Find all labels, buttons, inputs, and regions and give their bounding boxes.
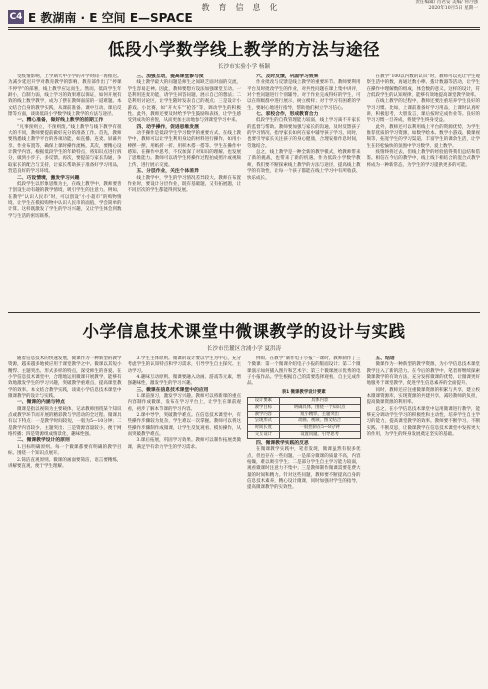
subheading: 二、巧设情境，激发学习兴趣: [17, 175, 80, 181]
article-1: [8, 36, 480, 310]
article-2-col-1: [8, 356, 122, 686]
table-cell: 设置问题，引导思考: [279, 432, 360, 439]
paragraph: 线上教学最大的问题是师生之间缺乏面对面的交流，学生容易走神。因此，教师要想方设法加强课堂互动。一是利用连麦功能，请学生回答问题，展示自己的想法；二是利用讨论区，让学生随时发表自己的观点；三是设计小游戏、小比赛，如“开火车”“抢答”等，调动学生的积极性。此外，教师还要及时给予学生鼓励和表扬，让学生感受到成功的喜悦，从而更加主动地参与到课堂学习中来。: [127, 80, 241, 124]
subheading: 一、精心准备，做好线上教学的前期工作: [17, 118, 104, 124]
article-2-headline: 小学信息技术课堂中微课教学的设计与实践: [82, 322, 406, 341]
paragraph: 例如，在教学“制作电子小报”一课时，教师制作了三个微课：第一个微课介绍电子小报的版面设计；第二个微课演示如何插入图片和艺术字；第三个微课展示优秀的电子小报作品。学生根据自己的需要选择观看，自主完成作品。: [247, 356, 361, 387]
date-line: 2020年10月5日 星期一: [428, 6, 478, 11]
subheading: 二、微课教学设计的原则: [17, 438, 70, 444]
article-1-col-4: [367, 74, 481, 310]
table-cell: 一般控制在5—8分钟: [279, 425, 360, 432]
paragraph: 4.趣味互动原则。微课要融入动画、游戏等元素，增强趣味性，激发学生的学习兴趣。: [127, 375, 241, 387]
article-2: [8, 318, 480, 684]
subheading: 三、微课在信息技术课堂中的应用: [136, 387, 209, 393]
table-cell: 呈现形式: [248, 418, 280, 425]
article-2-columns: [8, 356, 480, 686]
article-2-byline: 长沙市岳麓区含浦小学 夏洪涛: [206, 346, 282, 352]
paragraph: 微课是指以视频为主要载体，记录教师围绕某个知识点或教学环节而开展的精彩教与学活动的全过程。微课具有以下特点：一是教学时间较短，一般为5—10分钟；二是教学内容较少，主题突出；三是资源容量较小，便于网络传播；四是资源组成情景化，趣味性强。: [8, 406, 122, 438]
article-1-byline: 长沙市实验小学 杨颖: [217, 64, 271, 70]
paragraph: 1.目标明确原则。每一个微课都要有明确的教学目标，围绕一个知识点展开。: [8, 444, 122, 457]
paragraph: 3.学生主体原则。微课的设计要以学生为中心，充分考虑学生的认知特点和学习需求，引导学生自主探究、主动学习。: [127, 356, 241, 374]
table-cell: 教学目标: [248, 404, 280, 411]
table-cell: 交互设计: [248, 432, 280, 439]
page-code: C4: [9, 12, 23, 22]
table-cell: 短小精悍，主题突出: [279, 411, 360, 418]
paragraph: 动手操作是低段学生学习数学的重要方式。在线上教学中，教师可以让学生利用身边的材料进行操作，如用小棒摆一摆、用纸折一折、用积木搭一搭等。学生在操作中感知、在操作中思考，不仅加深了对知识的理解，也发展了思维能力。教师可以请学生将操作过程拍成照片或视频上传，进行展示交流。: [127, 131, 241, 168]
subheading: 六、及时反馈，巩固学习效果: [256, 74, 319, 79]
paragraph: 总之，在小学信息技术课堂中运用微课进行教学，能够充分调动学生学习的积极性和主动性，培养学生自主学习的能力，提高课堂教学的效率。教师要不断学习、不断实践、不断反思，让微课教学在信息技术课堂中发挥更大的作用，为学生的终身发展奠定坚实的基础。: [366, 406, 480, 438]
paragraph: “凡事预则立，不预则废。”线上教学与线下教学有很大的不同，教师要提前做好充分的准备工作。首先，教师要熟悉线上教学平台的各项功能，如直播、连麦、屏幕共享、作业布置等，确保上课时操作流畅。其次，要精心设计教学内容，根据低段学生的年龄特点，将知识点进行拆分，做到小步子、多反馈。再次，要提前与家长沟通，争取家长的配合与支持，让家长帮助孩子准备好学习用品，营造良好的学习环境。: [8, 124, 122, 175]
article-2-col-4: [367, 356, 481, 686]
masthead-editor-info: [415, 0, 478, 12]
table-row: [248, 411, 361, 418]
paragraph: 在微课教学实践中，笔者发现，微课虽然有很多优点，但也存在一些问题。一是部分微课的质量不高，内容枯燥，难以吸引学生；二是部分学生自主学习能力较弱，观看微课时注意力不集中；三是教师制作微课需要花费大量的时间和精力。针对这些问题，教师要不断提高自身的信息技术素养，精心设计微课，同时加强对学生的指导，提高微课教学的实效性。: [247, 447, 361, 491]
article-1-col-2: [128, 74, 242, 310]
table-cell: 教学内容: [248, 411, 280, 418]
table-cell: 动画、视频、图文结合: [279, 418, 360, 425]
article-2-col-2: [128, 356, 242, 686]
article-1-col-3: [247, 74, 361, 310]
article-1-headline: 低段小学数学线上教学的方法与途径: [108, 40, 380, 59]
subheading: 五、结语: [375, 356, 395, 361]
paragraph: 低段学生以形象思维为主，在线上教学中，教师要善于创设生动有趣的教学情境，吸引学生的注意力。例如，在教学“认识人民币”时，可以创设“小小超市”的购物情境，让学生在模拟购物中认识人民币的面值，学会简单的计算。这样既激发了学生的学习兴趣，又让学生体会到数学与生活的密切联系。: [8, 181, 122, 219]
paragraph: 同时，教师还应注重微课资源的积累与共享，建立校本微课资源库，实现资源的共建共享，减轻教师的负担，提高微课资源的利用率。: [366, 387, 480, 406]
paragraph: 总之，线上教学是一种全新的教学模式，给教师带来了新的挑战，也带来了新的机遇。作为低段小学数学教师，我们要不断探索线上教学的方法与途径，提高线上教学的有效性，让每一个孩子都能在线上学习中有所收获、快乐成长。: [247, 150, 361, 181]
subheading: 四、微课教学实践的反思: [256, 440, 309, 446]
paragraph: 随着信息技术的快速发展，微课作为一种新型的教学资源，越来越多地被应用于课堂教学之中。微课以其短小精悍、主题突出、形式多样的特点，深受师生的喜爱。在小学信息技术课堂中，合理地运用微课开展教学，能够有效地激发学生的学习兴趣，突破教学重难点，提高课堂教学的效率。本文结合教学实践，谈谈小学信息技术课堂中微课教学的设计与实践。: [8, 356, 122, 400]
paragraph: 线上教学中，学生的学习情况差异较大。教师在布置作业时，要设计分层作业，既有基础题，又有拓展题，让不同层次的学生都能得到发展。: [127, 175, 241, 194]
design-elements-table: [247, 397, 361, 439]
table-header-cell: 设计要素: [248, 398, 280, 405]
table-header-row: [248, 398, 361, 405]
paragraph: 此外，教师还可以利用线上平台的资源优势，为学生推荐优质的学习资源，如数学绘本、数学小游戏、微课视频等，拓宽学生的学习渠道，丰富学生的课余生活，让学生在轻松愉快的氛围中学习数学、爱上数学。: [366, 124, 480, 149]
table-row: [248, 432, 361, 439]
paragraph: 作业批改与反馈是线上教学的重要环节。教师要利用平台及时批改学生的作业，对共性问题在课上集中讲评，对个性问题进行个别辅导。对于作业完成得好的学生，可以在班级群中进行展示，树立榜样；对于学习有困难的学生，要耐心地进行指导，帮助他们树立学习信心。: [247, 80, 361, 111]
paragraph: 在教学“100以内数的认识”时，教师可以先让学生观察生活中的数，再通过数小棒、拨计数器等活动，让学生在操作中理解数的组成，体会数的意义。这样的设计，符合低段学生的认知规律，能够有效地提高课堂教学效率。: [366, 74, 480, 99]
table-caption: 表1 微课教学设计要素: [281, 389, 326, 395]
paragraph: 2.简洁直观原则。微课的画面要简洁，语言要精练，讲解要直观，便于学生理解。: [8, 457, 122, 469]
subheading: 一、微课的内涵与特点: [17, 400, 65, 406]
subheading: 三、加强互动，提高课堂参与度: [136, 74, 204, 79]
paragraph: 疫情终将过去，但线上教学的经验值得我们总结和借鉴。相信在今后的教学中，线上线下相结合的混合式教学将成为一种新常态，为学生的学习提供更多的可能。: [366, 150, 480, 168]
section-title: E 教湖南 · E 空间 E—SPACE: [28, 11, 193, 25]
subheading: 四、动手操作，促进思维发展: [136, 124, 199, 130]
table-row: [248, 418, 361, 425]
masthead-band: 教育信息化: [201, 3, 287, 12]
table-row: [248, 425, 361, 432]
masthead-rule: [8, 27, 480, 28]
masthead: [0, 0, 488, 32]
subheading: 七、家校合作，形成教育合力: [256, 112, 319, 118]
table-cell: 时间长度: [248, 425, 280, 432]
paragraph: 微课作为一种新型的教学资源，为小学信息技术课堂教学注入了新的活力。在今后的教学中，笔者将继续探索微课教学的有效方法，充分发挥微课的优势，让微课更好地服务于课堂教学，促进学生信息素养的全面提升。: [366, 362, 480, 387]
paragraph: 受疫情影响，上学期大中小学的开学时间一再推迟。为减少延迟开学对教育教学的影响，教育部作出了“停课不停学”的部署，线上教学应运而生。然而，低段学生年龄小，自制力弱，线上学习的效果难以保证，如何开展有效的线上数学教学，成为了摆在教师面前的一道难题。本文结合自身的教学实践，从课前准备、课中互动、课后反馈等方面，谈谈低段小学数学线上教学的方法与途径。: [8, 74, 122, 118]
paragraph: 低段学生的自我管理能力较弱，线上学习离不开家长的监督与帮助。教师要加强与家长的沟通，及时反馈孩子的学习情况，指导家长如何在家中辅导孩子学习。同时，也要引导家长关注孩子的身心健康，合理安排作息时间，劳逸结合。: [247, 118, 361, 149]
paragraph: 2.课中导学，突破教学难点。在信息技术课堂中，有些操作步骤较为复杂，学生难以一次掌握。教师可以将这些操作步骤制作成微课，让学生反复观看、模仿操作，从而突破教学难点。: [127, 413, 241, 438]
paragraph: 3.课后拓展，巩固学习效果。教师可以制作拓展类微课，满足学有余力学生的学习需求。: [127, 438, 241, 450]
article-divider: [8, 312, 480, 313]
subheading: 五、分层作业，关注个体差异: [136, 169, 199, 175]
editor-line: 责任编辑/ 肖君安 美编/ 何月强: [415, 0, 478, 5]
table-row: [248, 404, 361, 411]
article-1-col-1: [8, 74, 122, 310]
paragraph: 在线上教学的过程中，教师还要注重培养学生良好的学习习惯。比如，上课前准备好学习用品，上课时认真听讲，积极思考，大胆发言，课后按时完成作业等。良好的学习习惯一旦养成，将使学生终身受益。: [366, 99, 480, 124]
article-2-col-3: [247, 356, 361, 686]
table-cell: 明确具体，围绕一个知识点: [279, 404, 360, 411]
article-1-columns: [8, 74, 480, 310]
masthead-rule-thin: [8, 29, 480, 30]
table-header-cell: 具体内容: [279, 398, 360, 405]
paragraph: 1.课前预习，激发学习兴趣。教师可以将新课的重点内容制作成微课，发布在学习平台上，让学生在课前观看，初步了解本节课的学习内容。: [127, 394, 241, 412]
